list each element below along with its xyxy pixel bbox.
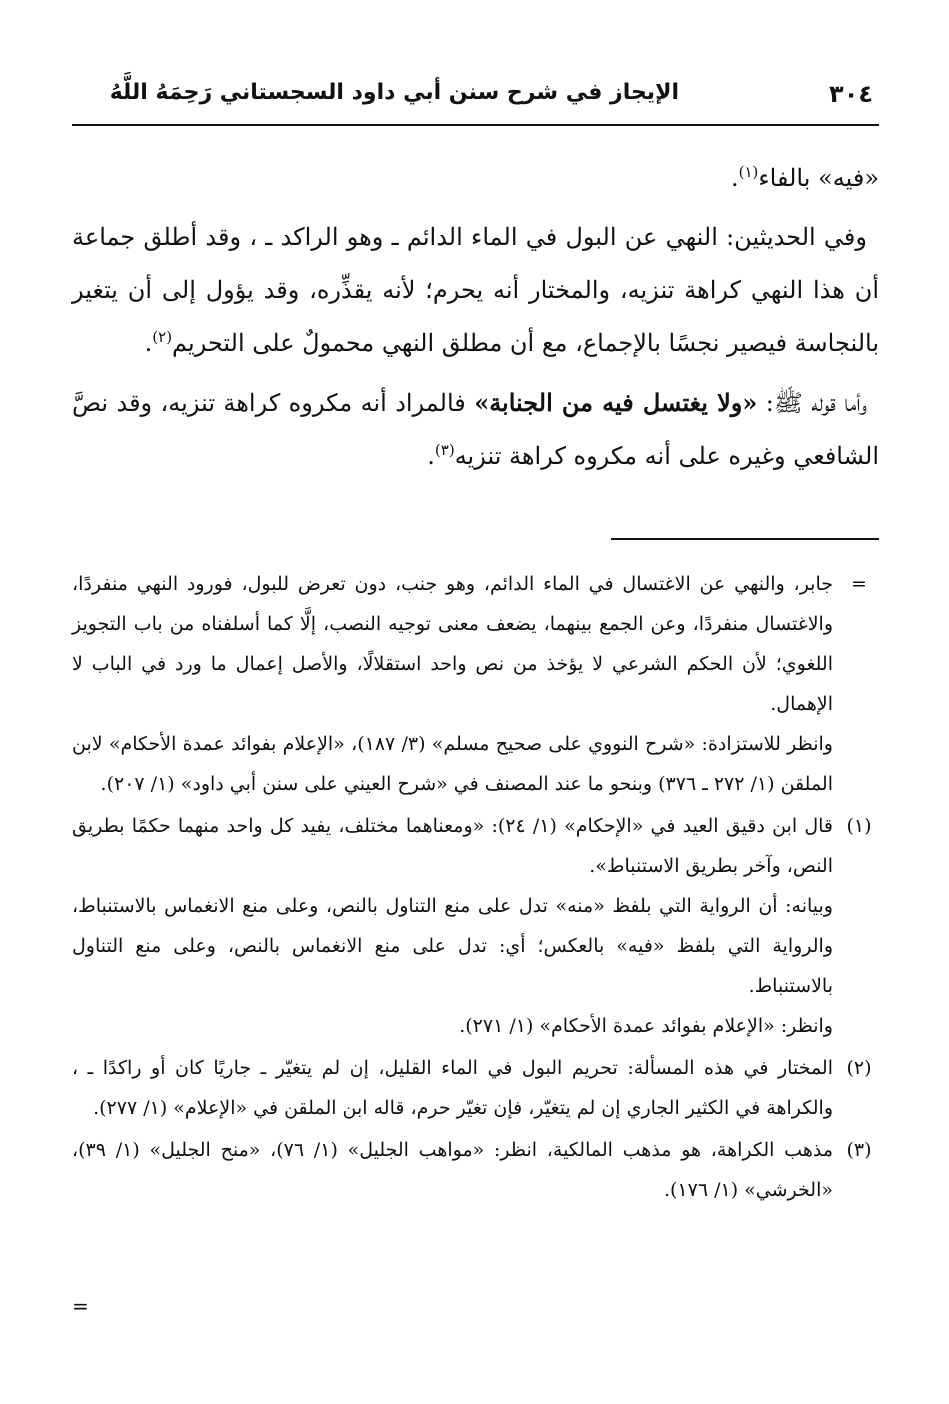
footnote-number-1: (١): [846, 815, 872, 837]
running-title: الإيجاز في شرح سنن أبي داود السجستاني رَحِمَهُ اللَّهُ: [109, 80, 679, 105]
continuation-mark: =: [851, 573, 867, 595]
main-text: [72, 152, 879, 489]
footnote-2: (٢) المختار في هذه المسألة: تحريم البول في الماء القليل، إن لم يتغيّر ـ جاريًا كان أو راكدًا ـ ، والكراهة في الكثير الجاري إن لم يتغيّر، فإن تغيّر حرم، قاله ابن الملقن في «الإعلام» (١/ ٢٧٧).: [72, 1048, 879, 1128]
footnote-1: (١) قال ابن دقيق العيد في «الإحكام» (١/ ٢٤): «ومعناهما مختلف، يفيد كل واحد منهما حكمًا بطريق النص، وآخر بطريق الاستنباط». وبيانه: أن الرواية التي بلفظ «منه» تدل على منع التناول بالنص، وعلى منع الانغماس بالاستنباط، والرواية التي بلفظ «فيه» بالعكس؛ أي: تدل على منع الانغماس بالنص، وعلى منع التناول بالاستنباط. وانظر: «الإعلام بفوائد عمدة الأحكام» (١/ ٢٧١).: [72, 806, 879, 1046]
header-rule: [72, 124, 879, 126]
page-number: ٣٠٤: [829, 80, 873, 108]
hadith-quote: «ولا يغتسل فيه من الجنابة»: [474, 388, 758, 417]
paragraph-1: «فيه» بالفاء$^{(١)}$.: [730, 163, 879, 192]
page-header: [72, 80, 879, 120]
paragraph-2: وفي الحديثين: النهي عن البول في الماء الدائم ـ وهو الراكد ـ ، وقد أطلق جماعة أن هذا النهي كراهة تنزيه، والمختار أنه يحرم؛ لأنه يقذِّره، وقد يؤول إلى أن يتغير بالنجاسة فيصير نجسًا بالإجماع، مع أن مطلق النهي محمولٌ على التحريم$^{(٢)}$.: [72, 223, 879, 357]
footnote-continued: = جابر، والنهي عن الاغتسال في الماء الدائم، وهو جنب، دون تعرض للبول، فورود النهي منفردًا، والاغتسال منفردًا، وعن الجمع بينهما، يضعف معنى توجيه النصب، إلَّا كما أسلفناه من باب التجويز اللغوي؛ لأن الحكم الشرعي لا يؤخذ من نص واحد استقلالًا، والأصل إعمال ما ورد في الباب لا الإهمال. وانظر للاستزادة: «شرح النووي على صحيح مسلم» (٣/ ١٨٧)، «الإعلام بفوائد عمدة الأحكام» لابن الملقن (١/ ٢٧٢ ـ ٣٧٦) وبنحو ما عند المصنف في «شرح العيني على سنن أبي داود» (١/ ٢٠٧).: [72, 564, 879, 804]
footnote-3: (٣) مذهب الكراهة، هو مذهب المالكية، انظر: «مواهب الجليل» (١/ ٧٦)، «منح الجليل» (١/ ٣٩)، «الخرشي» (١/ ١٧٦).: [72, 1130, 879, 1210]
footnote-number-3: (٣): [846, 1139, 872, 1161]
footnote-separator: [611, 538, 879, 540]
footnote-ref-2[interactable]: (٢): [152, 328, 173, 346]
continues-mark: =: [72, 1294, 89, 1318]
footnote-ref-1[interactable]: (١): [738, 163, 759, 181]
footnote-number-2: (٢): [846, 1057, 872, 1079]
paragraph-3: وأما قوله ﷺ: «ولا يغتسل فيه من الجنابة» فالمراد أنه مكروه كراهة تنزيه، وقد نصَّ الشافعي وغيره على أنه مكروه كراهة تنزيه$^{(٣)}$.: [72, 388, 879, 470]
footnotes: [72, 564, 879, 1212]
footnote-ref-3[interactable]: (٣): [434, 441, 455, 459]
